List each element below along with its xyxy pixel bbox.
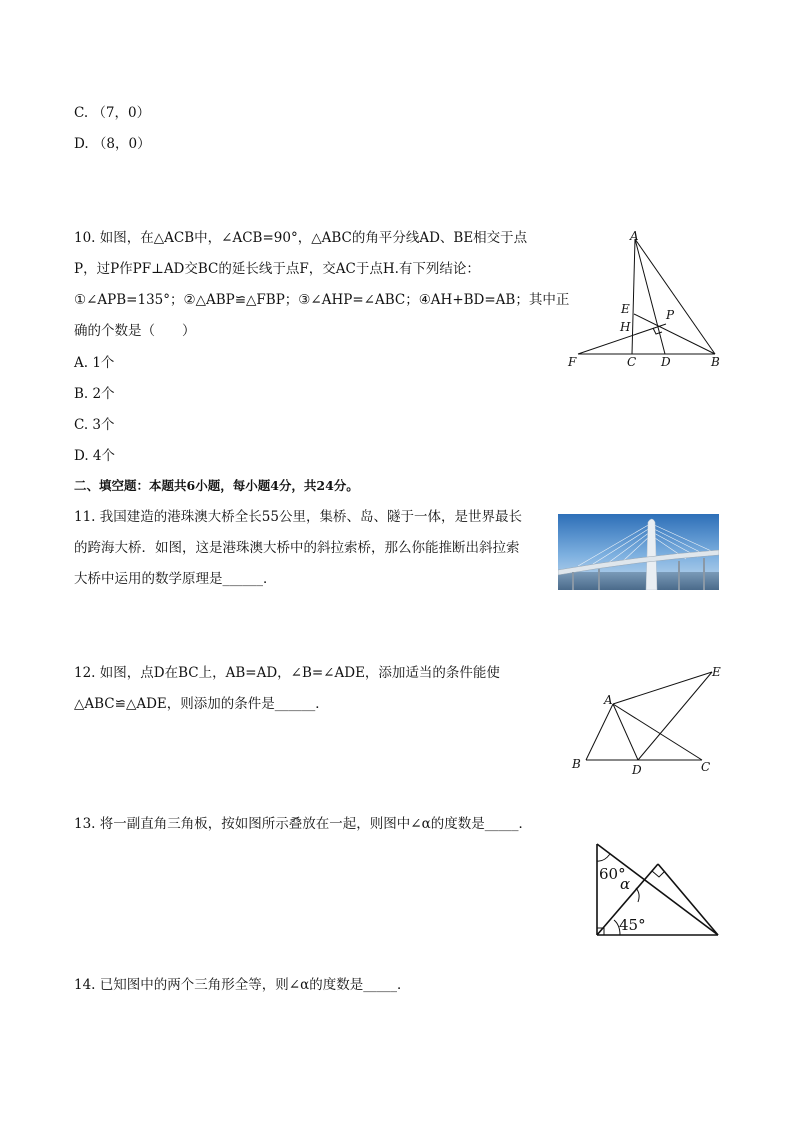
q11-text-line2: 的跨海大桥．如图，这是港珠澳大桥中的斜拉索桥，那么你能推断出斜拉索 [74,540,520,556]
label-45: 45° [619,916,646,934]
label-c: C [627,355,637,369]
q10-figure [560,228,735,373]
q12-text-line1: 12. 如图，点D在BC上，AB=AD，∠B=∠ADE，添加适当的条件能使 [74,665,500,681]
q10-text-line3: ①∠APB=135°；②△ABP≌△FBP；③∠AHP=∠ABC；④AH+BD=AB；其中正 [74,292,570,308]
q10-text-line4: 确的个数是（ ） [74,323,196,339]
right-angle-mark-2 [652,871,665,877]
segment-ab [635,239,715,354]
q10-text-line2: P，过P作PF⊥AD交BC的延长线于点F，交AC于点H.有下列结论： [74,261,480,277]
label-b: B [711,355,720,369]
q10-option-c: C. 3个 [74,417,115,433]
arc-60 [597,854,610,861]
label-d: D [661,355,671,369]
right-angle-mark [653,328,662,334]
label-h: H [620,320,631,334]
label-c: C [701,760,711,774]
q10-text-line1: 10. 如图，在△ACB中，∠ACB=90°，△ABC的角平分线AD、BE相交于点 [74,230,528,246]
q11-text-line1: 11. 我国建造的港珠澳大桥全长55公里，集桥、岛、隧于一体，是世界最长 [74,509,522,525]
segment-ad [635,239,665,354]
q12-text-line2: △ABC≌△ADE，则添加的条件是______． [74,696,329,712]
q12-figure [568,660,728,780]
label-a: A [604,693,613,707]
q10-option-b: B. 2个 [74,386,115,402]
label-d: D [632,763,642,777]
label-a: A [630,229,639,243]
label-b: B [572,757,581,771]
label-alpha: α [620,875,631,893]
q13-figure [590,840,725,940]
q14-text-line1: 14. 已知图中的两个三角形全等，则∠α的度数是_____． [74,977,411,993]
segment-ab [586,704,613,760]
label-e: E [621,302,630,316]
section2-title: 二、填空题：本题共6小题，每小题4分，共24分。 [74,478,359,493]
label-p: P [666,308,675,322]
option-c: C. （7，0） [74,105,151,121]
q10-option-a: A. 1个 [74,355,115,371]
q13-text-line1: 13. 将一副直角三角板，按如图所示叠放在一起，则图中∠α的度数是_____． [74,816,532,832]
segment-de [638,672,712,760]
label-e: E [712,665,721,679]
segment-ac [613,704,702,760]
set-square-45-leg2 [658,864,718,935]
segment-ac [632,239,635,354]
bridge-photo [558,514,719,590]
label-f: F [568,355,577,369]
option-d: D. （8，0） [74,136,151,152]
segment-be [634,314,715,354]
segment-ae [613,672,712,704]
label-60: 60° [599,865,626,883]
q10-option-d: D. 4个 [74,448,116,464]
q11-text-line3: 大桥中运用的数学原理是______． [74,571,277,587]
